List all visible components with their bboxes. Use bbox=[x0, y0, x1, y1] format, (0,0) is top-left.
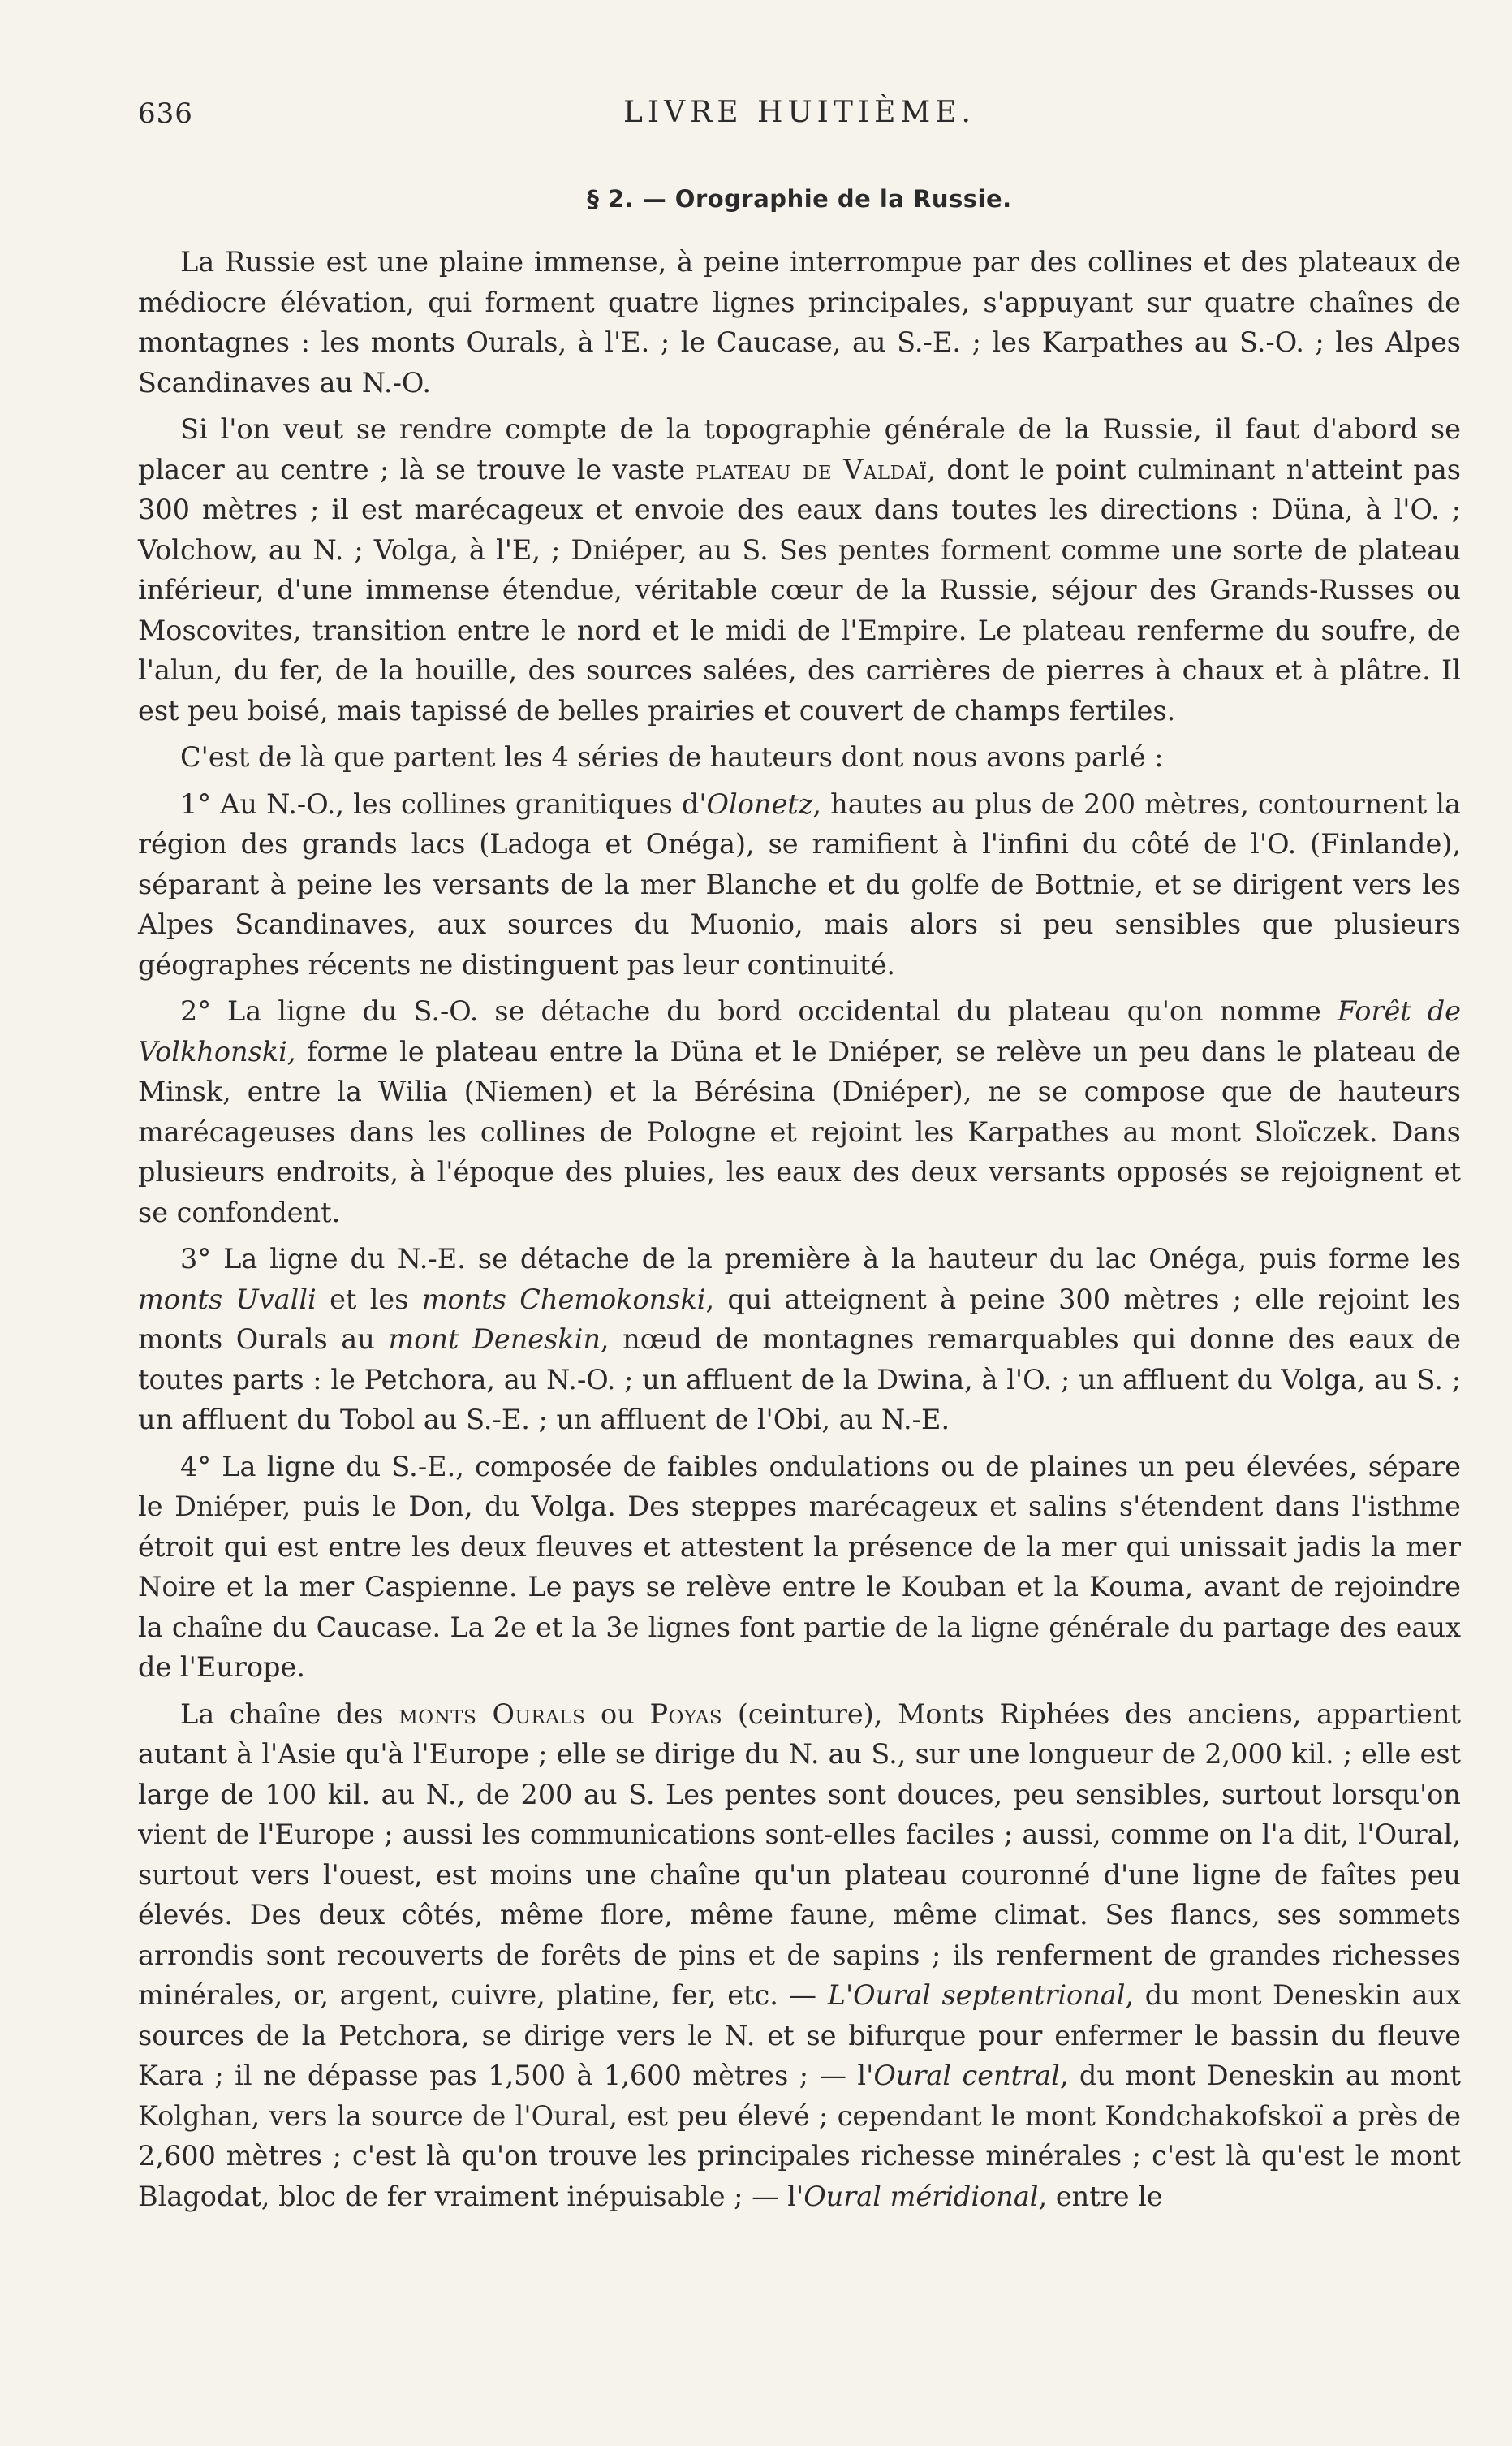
paragraph-ural-mountains bbox=[138, 1694, 1461, 2217]
text-run: (ceinture), Monts Riphées des anciens, appartient autant à l'Asie qu'à l'Europe ; elle se dirige du N. au S., sur une longueur de 2,000 kil. ; elle est large de 100 kil. au N., de 200 au S. Les pentes sont douces, peu sensibles, surtout lorsqu'on vient de l'Europe ; aussi les communications sont-elles faciles ; aussi, comme on l'a dit, l'Oural, surtout vers l'ouest, est moins une chaîne qu'un plateau couronné d'une ligne de faîtes peu élevés. Des deux côtés, même flore, même faune, même climat. Ses flancs, ses sommets arrondis sont recouverts de forêts de pins et de sapins ; ils renferment de grandes richesses minérales, or, argent, cuivre, platine, fer, etc. — bbox=[138, 1698, 1461, 2011]
book-page bbox=[138, 89, 1461, 2411]
text-run: ou bbox=[585, 1698, 650, 1730]
paragraph-line-northeast bbox=[138, 1239, 1461, 1440]
section-heading: § 2. — Orographie de la Russie. bbox=[587, 185, 1012, 213]
italic-term: Oural central bbox=[873, 2060, 1060, 2091]
running-title: LIVRE HUITIÈME. bbox=[622, 96, 976, 129]
paragraph-valdai-plateau bbox=[138, 409, 1461, 731]
italic-term: monts Chemokonski bbox=[421, 1283, 706, 1315]
text-run: , entre le bbox=[1038, 2180, 1163, 2212]
text-run: 2° La ligne du S.-O. se détache du bord occidental du plateau qu'on nomme bbox=[180, 995, 1338, 1027]
text-run: , dont le point culminant n'atteint pas 300 mètres ; il est marécageux et envoie des eaux dans toutes les directions : Düna, à l'O. ; Volchow, au N. ; Volga, à l'E, ; Dniéper, au S. Ses pentes forment comme une sorte de plateau inférieur, d'une immense étendue, véritable cœur de la Russie, séjour des Grands-Russes ou Moscovites, transition entre le nord et le midi de l'Empire. Le plateau renferme du soufre, de l'alun, du fer, de la houille, des sources salées, des carrières de pierres à chaux et à plâtre. Il est peu boisé, mais tapissé de belles prairies et couvert de champs fertiles. bbox=[138, 453, 1461, 727]
text-run: , du mont Deneskin au mont Kolghan, vers la source de l'Oural, est peu élevé ; cependant le mont Kondchakofskoï a près de 2,600 mètres ; c'est là qu'on trouve les principales richesse minérales ; c'est là qu'est le mont Blagodat, bloc de fer vraiment inépuisable ; — l' bbox=[138, 2060, 1461, 2212]
paragraph-series-intro: C'est de là que partent les 4 séries de hauteurs dont nous avons parlé : bbox=[180, 741, 1164, 773]
text-run: Si l'on veut se rendre compte de la topographie générale de la Russie, il faut d'abord se placer au centre ; là se trouve le vaste bbox=[138, 413, 1461, 485]
italic-term: Olonetz bbox=[706, 787, 813, 820]
italic-term: Oural méridional bbox=[803, 2180, 1039, 2212]
text-run: 1° Au N.-O., les collines granitiques d' bbox=[180, 787, 707, 820]
page-number: 636 bbox=[138, 97, 193, 130]
text-run: , du mont Deneskin aux sources de la Petchora, se dirige vers le N. et se bifurque pour enfermer le bassin du fleuve Kara ; il ne dépasse pas 1,500 à 1,600 mètres ; — l' bbox=[138, 1979, 1461, 2091]
paragraph-line-southeast: 4° La ligne du S.-E., composée de faibles ondulations ou de plaines un peu élevées, sépare le Dniéper, puis le Don, du Volga. Des steppes marécageux et salins s'étendent dans l'isthme étroit qui est entre les deux fleuves et attestent la présence de la mer qui unissait jadis la mer Noire et la mer Caspienne. Le pays se relève entre le Kouban et la Kouma, avant de rejoindre la chaîne du Caucase. La 2e et la 3e lignes font partie de la ligne générale du partage des eaux de l'Europe. bbox=[138, 1450, 1461, 1683]
italic-term: mont Deneskin bbox=[388, 1323, 601, 1355]
italic-term: Forêt de Volkhonski, bbox=[138, 995, 1461, 1068]
text-run: , hautes au plus de 200 mètres, contournent la région des grands lacs (Ladoga et Onéga), se ramifient à l'infini du côté de l'O. (Finlande), séparant à peine les versants de la mer Blanche et du golfe de Bottnie, et se dirigent vers les Alpes Scandinaves, aux sources du Muonio, mais alors si peu sensibles que plusieurs géographes récents ne distinguent pas leur continuité. bbox=[138, 787, 1461, 981]
italic-term: L'Oural septentrional bbox=[827, 1979, 1126, 2011]
text-run: 3° La ligne du N.-E. se détache de la première à la hauteur du lac Onéga, puis forme les bbox=[180, 1243, 1461, 1275]
paragraph-intro: La Russie est une plaine immense, à peine interrompue par des collines et des plateaux de médiocre élévation, qui forment quatre lignes principales, s'appuyant sur quatre chaînes de montagnes : les monts Ourals, à l'E. ; le Caucase, au S.-E. ; les Karpathes au S.-O. ; les Alpes Scandinaves au N.-O. bbox=[138, 246, 1461, 399]
small-caps-term: plateau de Valdaï bbox=[696, 453, 928, 485]
small-caps-term: Poyas bbox=[649, 1698, 723, 1730]
running-head bbox=[138, 89, 1461, 138]
italic-term: monts Uvalli bbox=[138, 1283, 317, 1315]
text-run: , nœud de montagnes remarquables qui donne des eaux de toutes parts : le Petchora, au N.-O. ; un affluent de la Dwina, à l'O. ; un affluent du Volga, au S. ; un affluent du Tobol au S.-E. ; un affluent de l'Obi, au N.-E. bbox=[138, 1323, 1461, 1435]
small-caps-term: monts Ourals bbox=[398, 1698, 586, 1730]
paragraph-line-northwest bbox=[138, 784, 1461, 986]
text-run: et les bbox=[316, 1283, 422, 1315]
body-text bbox=[138, 242, 1461, 2216]
text-run: , qui atteignent à peine 300 mètres ; elle rejoint les monts Ourals au bbox=[138, 1283, 1461, 1355]
paragraph-line-southwest bbox=[138, 991, 1461, 1232]
text-run: forme le plateau entre la Düna et le Dniéper, se relève un peu dans le plateau de Minsk, entre la Wilia (Niemen) et la Bérésina (Dniéper), ne se compose que de hauteurs marécageuses dans les collines de Pologne et rejoint les Karpathes au mont Sloïczek. Dans plusieurs endroits, à l'époque des pluies, les eaux des deux versants opposés se rejoignent et se confondent. bbox=[138, 1035, 1461, 1228]
text-run: La chaîne des bbox=[180, 1698, 399, 1730]
